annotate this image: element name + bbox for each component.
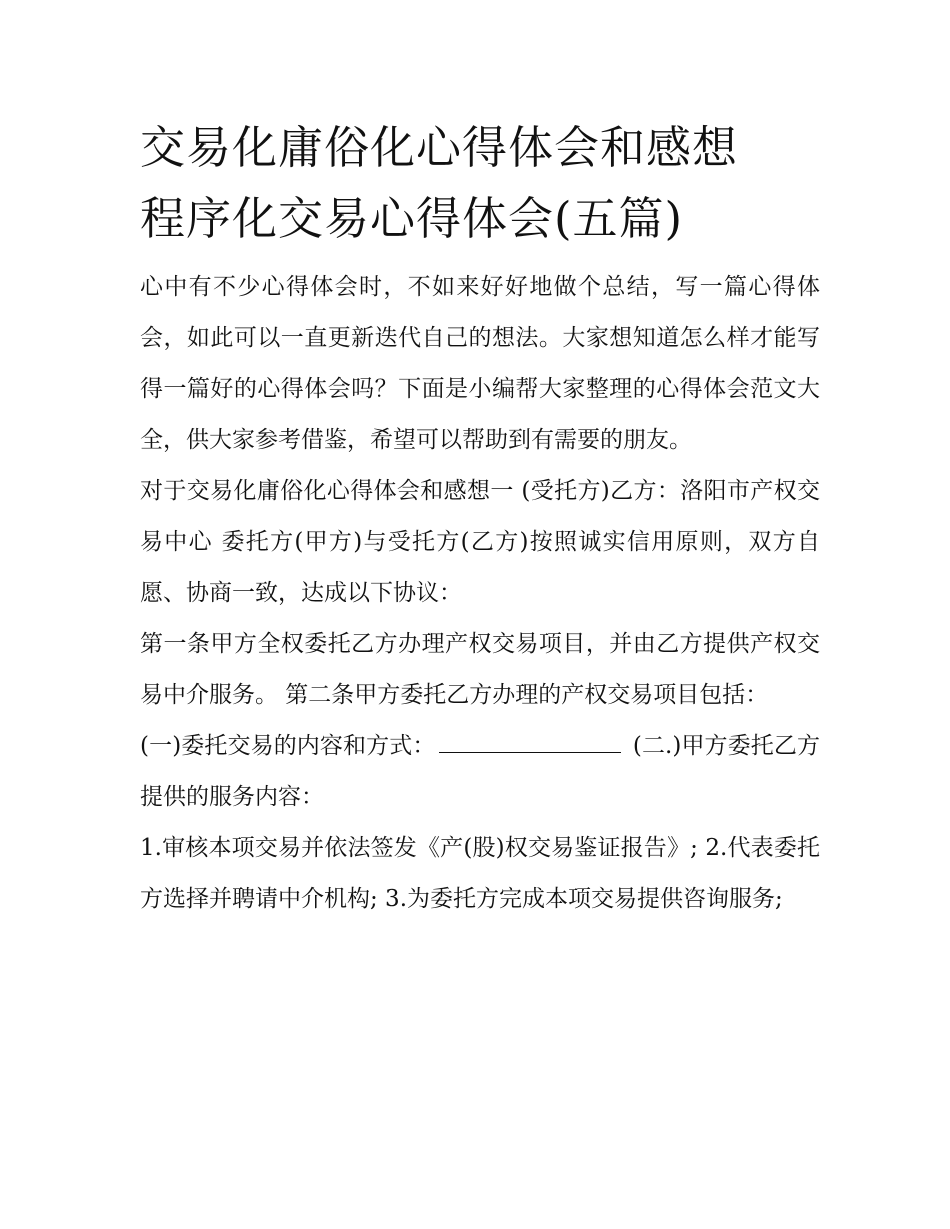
article-one-two-paragraph: 第一条甲方全权委托乙方办理产权交易项目，并由乙方提供产权交易中介服务。 第二条甲方委托乙方办理的产权交易项目包括： bbox=[140, 631, 820, 708]
service-content-label: (二.)甲方委托乙方提供的服务内容： bbox=[140, 733, 820, 810]
document-body bbox=[140, 112, 820, 925]
service-content-paragraph bbox=[140, 721, 820, 823]
title-line-2: 程序化交易心得体会(五篇) bbox=[140, 192, 684, 245]
fill-in-blank bbox=[439, 730, 621, 753]
intro-paragraph: 心中有不少心得体会时，不如来好好地做个总结，写一篇心得体会，如此可以一直更新迭代自己的想法。大家想知道怎么样才能写得一篇好的心得体会吗？下面是小编帮大家整理的心得体会范文大全，供大家参考借鉴，希望可以帮助到有需要的朋友。 bbox=[140, 274, 820, 453]
title-line-1: 交易化庸俗化心得体会和感想 bbox=[140, 121, 739, 174]
agreement-parties-paragraph: 对于交易化庸俗化心得体会和感想一 (受托方)乙方：洛阳市产权交易中心 委托方(甲方)与受托方(乙方)按照诚实信用原则，双方自愿、协商一致，达成以下协议： bbox=[140, 478, 820, 606]
document-title bbox=[140, 112, 820, 254]
service-items-paragraph: 1.审核本项交易并依法签发《产(股)权交易鉴证报告》; 2.代表委托方选择并聘请中介机构; 3.为委托方完成本项交易提供咨询服务; bbox=[140, 835, 820, 912]
transaction-content-label: (一)委托交易的内容和方式： bbox=[140, 733, 436, 759]
